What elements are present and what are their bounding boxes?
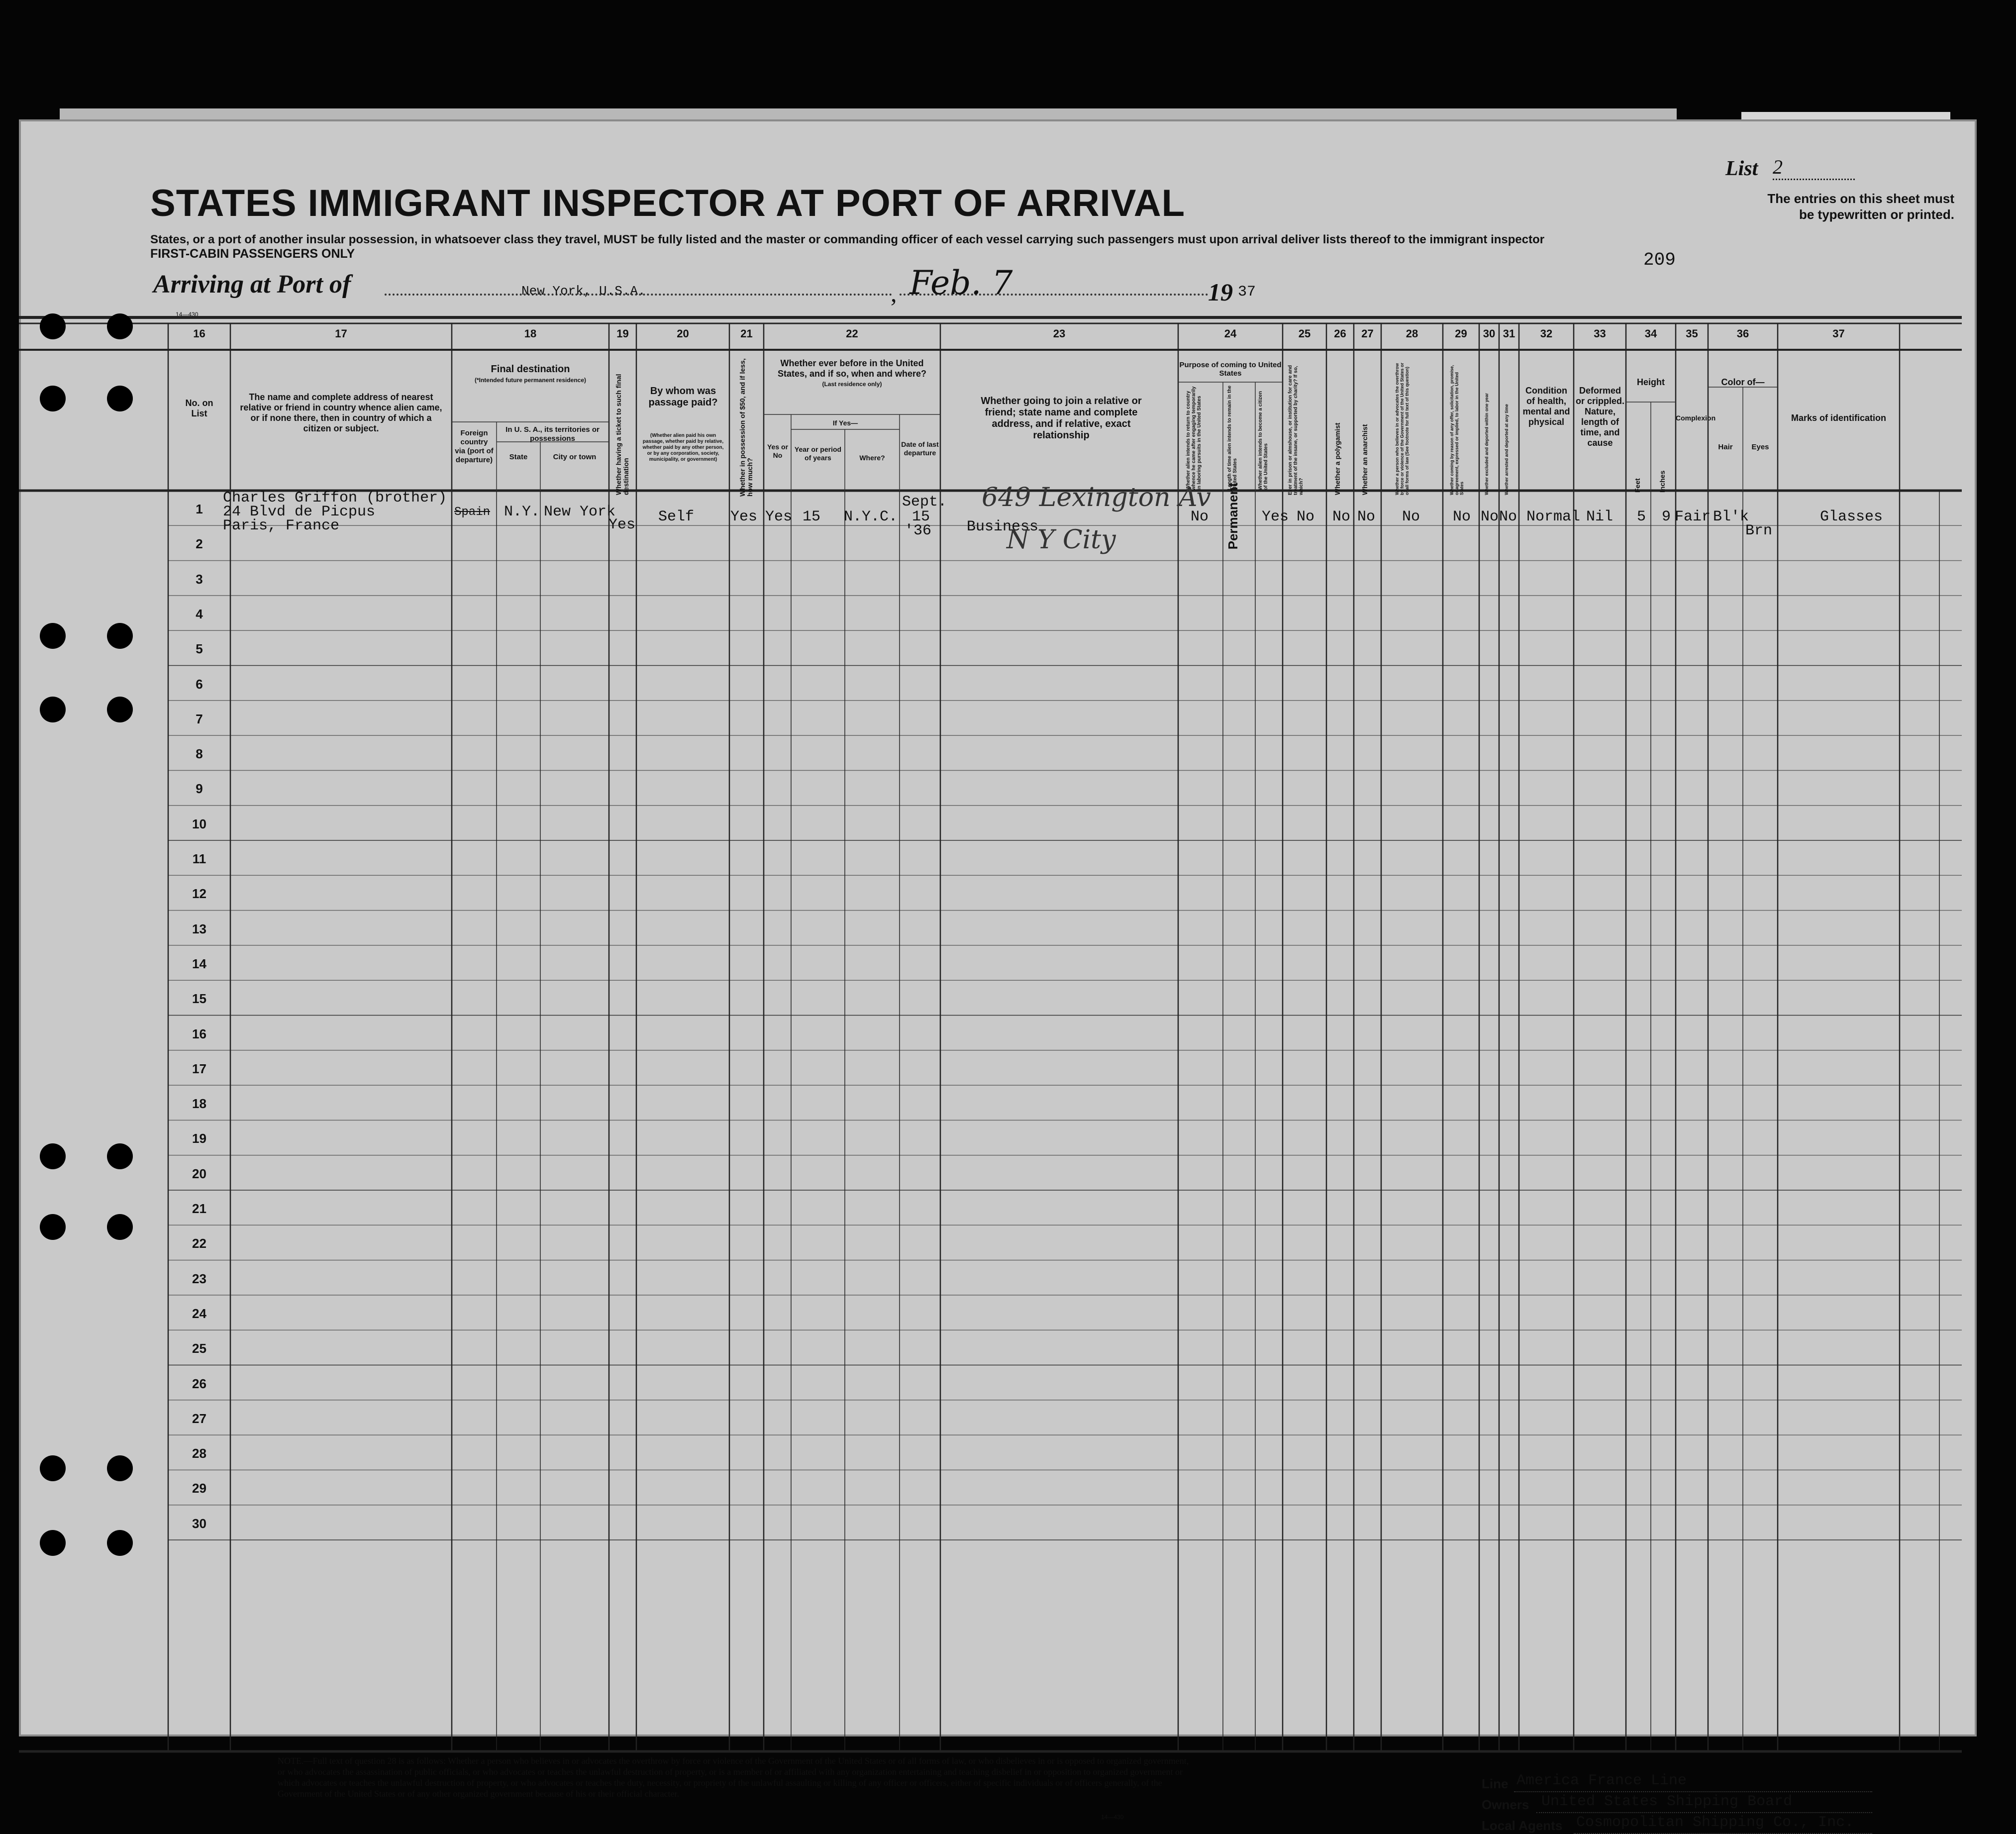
row-number: 4 [196, 606, 203, 621]
hdr-color-of: Color of— [1721, 377, 1765, 387]
arriving-label: Arriving at Port of [153, 270, 351, 299]
binder-hole [40, 386, 66, 411]
arriving-port: New York, U.S.A. [521, 284, 646, 299]
entry-health: Normal [1526, 509, 1581, 525]
entry-joining-handwritten-line2: N Y City [1007, 525, 1116, 555]
subtitle-line1: States, or a port of another insular possession, in whatsoever class they travel, MUST be fully listed and the master or commanding officer of each vessel carrying such passengers must upon arrival deliver lists thereof to the immigrant inspector [150, 233, 1545, 246]
hdr-ticket: Whether having a ticket to such final destination [614, 374, 630, 495]
hdr-city: City or town [553, 453, 597, 461]
binder-hole [107, 697, 133, 722]
col-num-24: 24 [1224, 327, 1237, 340]
line-dotline [1514, 1791, 1872, 1792]
hdr-yes-or-no: Yes or No [767, 443, 789, 459]
stamp-number: 209 [1643, 250, 1676, 270]
arrival-date: Feb. 7 [909, 264, 1013, 302]
typewritten-note-line1: The entries on this sheet must [1767, 191, 1954, 206]
entry-eyes: Brn [1745, 522, 1773, 539]
row-number: 13 [192, 921, 206, 936]
owners-value: United States Shipping Board [1541, 1793, 1793, 1810]
entry-relative-line2: 24 Blvd de Picpus [223, 504, 376, 520]
row-number: 6 [196, 676, 203, 692]
col-num-29: 29 [1455, 327, 1467, 340]
hdr-if-yes: If Yes— [832, 419, 858, 427]
hdr-relative: The name and complete address of nearest relative or friend in country whence alien came, or if none there, then in country of which a citizen or subject. [240, 392, 442, 433]
hdr-labor-offer: Whether coming by reason of any offer, solicitation, promise, or agreement, expressed or implied, to labor in the United States [1449, 365, 1464, 495]
entry-passage-paid: Self [658, 509, 695, 525]
entry-before-where: N.Y.C. [844, 509, 898, 525]
row-number: 11 [192, 851, 206, 866]
typewritten-note [1681, 191, 1954, 222]
row-number: 19 [192, 1131, 206, 1146]
hdr-foreign-country: Foreign country via (port of departure) [455, 429, 494, 464]
col-num-35: 35 [1686, 327, 1698, 340]
binder-hole [107, 1214, 133, 1240]
hdr-return-intent: Whether alien intends to return to country whence he came after engaging temporarily in laboring pursuits in the United States [1186, 386, 1202, 490]
binder-hole [107, 623, 133, 649]
entry-marks: Glasses [1820, 509, 1883, 525]
entry-before-yes: Yes [765, 509, 793, 525]
entry-foreign-country: Spain [454, 506, 491, 519]
hdr-deformed: Deformed or crippled. Nature, length of time, and cause [1575, 386, 1624, 448]
hdr-marks: Marks of identification [1791, 413, 1887, 423]
col-num-37: 37 [1832, 327, 1845, 340]
comma-separator: , [891, 279, 897, 307]
line-value: America France Line [1516, 1772, 1687, 1789]
row-number: 7 [196, 711, 203, 726]
subtitle-line2: FIRST-CABIN PASSENGERS ONLY [150, 247, 355, 261]
row-number: 1 [196, 502, 203, 516]
col-num-19: 19 [616, 327, 629, 340]
manifest-sheet [19, 119, 1977, 1833]
row-number: 22 [192, 1236, 206, 1251]
hdr-passage-paid: By whom was passage paid? [648, 386, 718, 408]
entry-hair: Bl'k [1713, 509, 1749, 525]
col-num-34: 34 [1644, 327, 1657, 340]
hdr-purpose: Purpose of coming to United States [1179, 361, 1282, 378]
hdr-state: State [509, 453, 528, 461]
hdr-passage-note: (Whether alien paid his own passage, whether paid by relative, whether paid by any other person, or by any corporation, society, municipality, or government) [642, 433, 724, 462]
entry-deported: No [1499, 509, 1517, 525]
year-prefix: 19 [1208, 278, 1233, 306]
row-number: 3 [196, 571, 203, 587]
binder-hole [107, 313, 133, 339]
hdr-deported: Whether arrested and deported at any time [1504, 404, 1509, 495]
entry-return-intent: No [1191, 509, 1209, 525]
agents-value: Cosmopolitan Shipping Co., Inc. [1576, 1814, 1854, 1831]
entry-departure-line3: '36 [905, 522, 932, 539]
entry-feet: 5 [1637, 509, 1646, 525]
entry-joining-handwritten-line1: 649 Lexington Av [982, 483, 1211, 512]
row-number: 26 [192, 1376, 206, 1391]
col-num-20: 20 [677, 327, 689, 340]
hdr-feet: Feet [1633, 478, 1641, 493]
row-number: 28 [192, 1446, 206, 1461]
typewritten-note-line2: be typewritten or printed. [1799, 207, 1954, 222]
row-number: 25 [192, 1341, 206, 1356]
entry-ticket: Yes [608, 516, 636, 533]
hdr-fifty-dollars: Whether in possession of $50, and if less, how much? [738, 358, 754, 497]
row-number: 27 [192, 1411, 206, 1426]
hdr-in-usa: In U. S. A., its territories or possessions [505, 425, 600, 443]
hdr-polygamist: Whether a polygamist [1333, 422, 1341, 495]
binder-hole [107, 1455, 133, 1481]
col-num-17: 17 [335, 327, 347, 340]
hdr-date-departure: Date of last departure [901, 440, 939, 457]
row-number: 21 [192, 1201, 206, 1216]
binder-hole [40, 623, 66, 649]
hdr-joining: Whether going to join a relative or friend; state name and complete address, and if relative, exact relationship [981, 396, 1142, 441]
entry-deformed: Nil [1586, 509, 1613, 525]
hdr-period: Year or period of years [794, 445, 842, 462]
binder-hole [40, 1143, 66, 1169]
footnote-question-28: NOTE.—Full text of question 28 is as follows: Whether a person who believes in or advocates the overthrow by force or violence of the Government of the United States or of all forms of law, or who disbelieves in or is opposed to organized government, or who advocates the assassination of public officials, or who advocates or teaches the unlawful destruction of property, or is a member of or affiliated with any organization entertaining and teaching disbelief in or opposition to organized government or which advocates or teaches the unlawful destruction of property, or who advocates or teaches the duty, necessity, or propriety of the unlawful assaulting or killing of any officer or officers, either of specific individuals or of officers generally, of the Government of the United States or of any other organized government because of his or their official character. [278, 1756, 1189, 1799]
col-num-22: 22 [846, 327, 858, 340]
col-num-16: 16 [193, 327, 205, 340]
row-number: 16 [192, 1026, 206, 1041]
hdr-where: Where? [859, 454, 885, 462]
entry-length-stay: Permanent [1225, 483, 1240, 550]
hdr-no-on-list: No. on List [185, 398, 213, 418]
page-title: STATES IMMIGRANT INSPECTOR AT PORT OF ARRIVAL [150, 182, 1186, 224]
form-number: 14—430 [1101, 1814, 1124, 1821]
row-number: 29 [192, 1481, 206, 1496]
row-number: 30 [192, 1516, 206, 1531]
row-number: 15 [192, 991, 206, 1007]
row-number: 8 [196, 746, 203, 762]
entry-anarchist: No [1357, 509, 1376, 525]
binder-hole [107, 386, 133, 411]
hdr-inches: Inches [1658, 470, 1666, 493]
hdr-become-citizen: Whether alien intends to become a citizen of the United States [1258, 391, 1269, 490]
binder-hole [40, 697, 66, 722]
row-number: 18 [192, 1096, 206, 1112]
hdr-last-residence: (Last residence only) [822, 381, 882, 388]
hdr-overthrow: Whether a person who believes in or advocates the overthrow by force or violence of the Government of the United States or of all forms of law (See footnote for full text of this question) [1395, 362, 1410, 495]
owners-label: Owners [1482, 1797, 1529, 1812]
binder-hole [40, 1530, 66, 1556]
hdr-complexion: Complexion [1676, 414, 1716, 422]
entry-complexion: Fair [1675, 509, 1711, 525]
entry-inches: 9 [1662, 509, 1671, 525]
entry-excluded: No [1481, 509, 1499, 525]
entry-departure-line2: 15 [912, 509, 930, 525]
entry-relative-line1: Charles Griffon (brother) [223, 490, 447, 507]
year-suffix: 37 [1238, 284, 1256, 301]
col-num-21: 21 [740, 327, 753, 340]
hdr-health: Condition of health, mental and physical [1522, 386, 1570, 427]
binder-hole [40, 1455, 66, 1481]
entry-citizen: Yes [1262, 509, 1289, 525]
entry-state: N.Y. [504, 504, 540, 520]
col-num-23: 23 [1053, 327, 1066, 340]
hdr-eyes: Eyes [1751, 443, 1769, 451]
list-label: List [1725, 157, 1758, 180]
hdr-hair: Hair [1718, 443, 1733, 451]
hdr-prison: Ever in prison or almshouse, or institution for care and treatment of the insane, or supported by charity? If so, which? [1288, 365, 1304, 495]
hdr-excluded: Whether excluded and deported within one year [1484, 393, 1489, 495]
binder-hole [107, 1143, 133, 1169]
hdr-final-destination: Final destination [491, 364, 570, 375]
list-number: 2 [1773, 155, 1855, 180]
col-num-18: 18 [524, 327, 537, 340]
binder-hole [40, 313, 66, 339]
col-num-25: 25 [1298, 327, 1311, 340]
owners-dotline [1536, 1812, 1872, 1813]
line-label: Line [1482, 1776, 1509, 1791]
hdr-length-stay: Length of time alien intends to remain in the United States [1227, 385, 1238, 490]
row-number: 9 [196, 781, 203, 797]
agents-label: Local Agents [1482, 1818, 1563, 1833]
entry-fifty: Yes [730, 509, 758, 525]
row-number: 14 [192, 956, 206, 971]
entry-departure-line1: Sept. [902, 494, 947, 510]
col-num-36: 36 [1736, 327, 1749, 340]
col-num-32: 32 [1540, 327, 1553, 340]
row-number: 17 [192, 1061, 206, 1076]
hdr-ever-before: Whether ever before in the United States, and if so, when and where? [777, 358, 927, 379]
col-num-33: 33 [1594, 327, 1606, 340]
col-num-28: 28 [1406, 327, 1418, 340]
col-num-30: 30 [1483, 327, 1496, 340]
binder-hole [107, 1530, 133, 1556]
col-num-31: 31 [1503, 327, 1515, 340]
page-subtitle [150, 233, 1668, 261]
hdr-final-dest-note: (*Intended future permanent residence) [474, 377, 587, 384]
row-number: 20 [192, 1166, 206, 1181]
entry-polygamist: No [1332, 509, 1351, 525]
entry-relative-line3: Paris, France [223, 517, 340, 534]
col-num-26: 26 [1334, 327, 1346, 340]
row-number: 2 [196, 536, 203, 552]
entry-overthrow: No [1402, 509, 1420, 525]
entry-city: New York [544, 504, 616, 520]
row-number: 5 [196, 641, 203, 657]
entry-joining-typed: Business [967, 518, 1039, 535]
row-number: 23 [192, 1271, 206, 1286]
row-number: 10 [192, 816, 206, 831]
hdr-height: Height [1637, 377, 1665, 387]
form-number-top: 14—430 [176, 311, 199, 318]
entry-labor-offer: No [1453, 509, 1471, 525]
binder-hole [40, 1214, 66, 1240]
entry-prison: No [1297, 509, 1315, 525]
hdr-anarchist: Whether an anarchist [1361, 424, 1369, 495]
entry-before-period: 15 [803, 509, 821, 525]
row-number: 12 [192, 886, 206, 902]
col-num-27: 27 [1361, 327, 1374, 340]
row-number: 24 [192, 1306, 206, 1321]
